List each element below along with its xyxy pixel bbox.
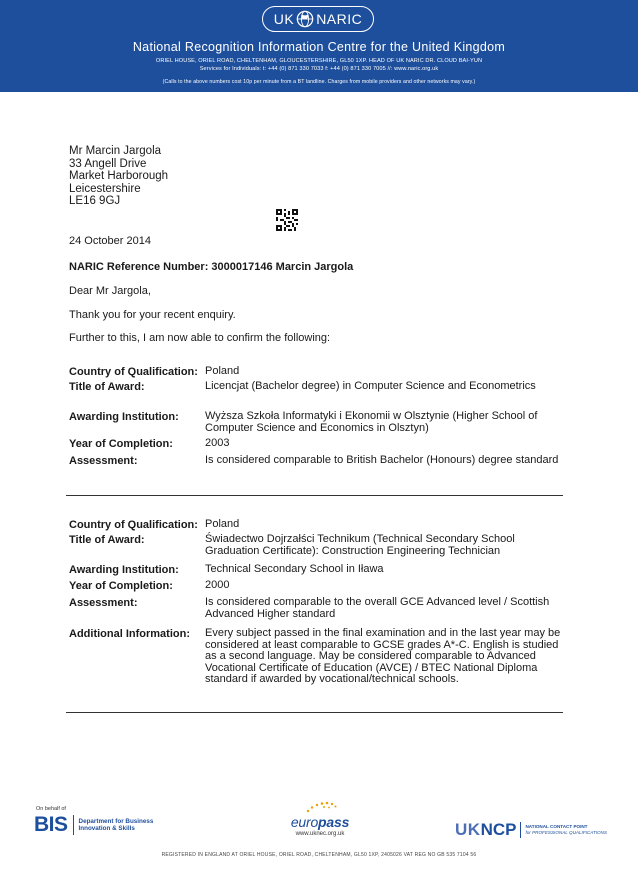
title-label: Title of Award: [69, 534, 145, 546]
title-value: Licencjat (Bachelor degree) in Computer Science and Econometrics [205, 380, 536, 392]
assessment-label: Assessment: [69, 455, 138, 467]
title-label: Title of Award: [69, 381, 145, 393]
assessment-value: Is considered comparable to the overall GCE Advanced level / Scottish Advanced Higher standard [205, 596, 550, 620]
assessment-label: Assessment: [69, 597, 138, 609]
section-divider [66, 712, 563, 713]
centre-address: ORIEL HOUSE, ORIEL ROAD, CHELTENHAM, GLOUCESTERSHIRE, GL50 1XP. HEAD OF UK NARIC DR. CLOUD BAI-YUN [155, 58, 483, 64]
centre-contact: Services for Individuals: t: +44 (0) 871 330 7033 f: +44 (0) 871 330 7005 //: www.naric.org.uk [199, 66, 439, 72]
europass-url: www.uknec.org.uk [295, 831, 345, 837]
ukncp-line-2: for PROFESSIONAL QUALIFICATIONS [525, 830, 607, 835]
country-label: Country of Qualification: [69, 366, 198, 378]
ukncp-divider [520, 822, 521, 838]
country-label: Country of Qualification: [69, 519, 198, 531]
ukncp-line-1: NATIONAL CONTACT POINT [525, 824, 588, 829]
recipient-town: Market Harborough [69, 170, 169, 182]
europass-logo [285, 800, 355, 837]
institution-label: Awarding Institution: [69, 564, 179, 576]
ukncp-description [525, 824, 607, 836]
logo-uk-text: UK [273, 11, 295, 27]
bis-line-2: Innovation & Skills [78, 825, 135, 832]
recipient-address [69, 145, 168, 208]
salutation: Dear Mr Jargola, [69, 285, 151, 297]
europass-stars-icon [302, 800, 338, 814]
logo-naric-text: NARIC [316, 11, 363, 27]
section-divider [66, 495, 563, 496]
year-label: Year of Completion: [69, 438, 173, 450]
year-label: Year of Completion: [69, 580, 173, 592]
europass-word-a: euro [290, 814, 319, 830]
country-value: Poland [205, 365, 240, 377]
institution-label: Awarding Institution: [69, 411, 179, 423]
call-charges-note: (Calls to the above numbers cost 10p per minute from a BT landline. Charges from mobile providers and other networks may vary.) [162, 79, 476, 85]
title-value: Świadectwo Dojrzałści Technikum (Technical Secondary School Graduation Certificate): Construction Engineering Technician [205, 533, 515, 557]
letter-date: 24 October 2014 [69, 235, 151, 247]
intro-line: Further to this, I am now able to confirm the following: [69, 332, 331, 344]
recipient-county: Leicestershire [69, 182, 141, 195]
europass-word-b: pass [318, 814, 350, 830]
bis-mark: BIS [34, 815, 74, 835]
uk-naric-logo [262, 6, 374, 32]
registration-line: REGISTERED IN ENGLAND AT ORIEL HOUSE, ORIEL ROAD, CHELTENHAM, GL50 1XP, 2405026 VAT REG NO GB 535 7104 56 [161, 852, 477, 858]
on-behalf-of-label: On behalf of [36, 806, 66, 812]
year-value: 2000 [205, 579, 230, 591]
centre-title: National Recognition Information Centre for the United Kingdom [132, 40, 506, 54]
uk-ncp-logo [455, 820, 607, 840]
bis-logo [34, 815, 153, 835]
recipient-name: Mr Marcin Jargola [69, 145, 162, 157]
bis-department [79, 818, 154, 833]
ukncp-ncp: NCP [480, 820, 517, 839]
qr-code-icon [276, 209, 298, 231]
additional-info-label: Additional Information: [69, 628, 190, 640]
institution-value: Wyższa Szkoła Informatyki i Ekonomii w Olsztynie (Higher School of Computer Science and Economics in Olsztyn) [205, 410, 538, 434]
globe-icon [296, 10, 314, 28]
country-value: Poland [205, 518, 240, 530]
institution-value: Technical Secondary School in Iława [205, 563, 384, 575]
recipient-postcode: LE16 9GJ [69, 195, 121, 207]
letterhead-banner [0, 0, 638, 92]
reference-number: NARIC Reference Number: 3000017146 Marcin Jargola [69, 261, 354, 273]
ukncp-uk: UK [455, 820, 481, 839]
thanks-line: Thank you for your recent enquiry. [69, 309, 236, 321]
additional-info-value: Every subject passed in the final examination and in the last year may be considered at least comparable to GCSE grades A*-C. English is studied as a second language. May be considered comparable to Advanced Vocational Certificate of Education (AVCE) / BTEC National Diploma standard if awarded by vocational/technical schools. [205, 627, 561, 685]
recipient-street: 33 Angell Drive [69, 157, 147, 170]
year-value: 2003 [205, 437, 230, 449]
europass-wordmark [285, 814, 355, 830]
bis-line-1: Department for Business [78, 817, 154, 825]
assessment-value: Is considered comparable to British Bachelor (Honours) degree standard [205, 454, 559, 466]
